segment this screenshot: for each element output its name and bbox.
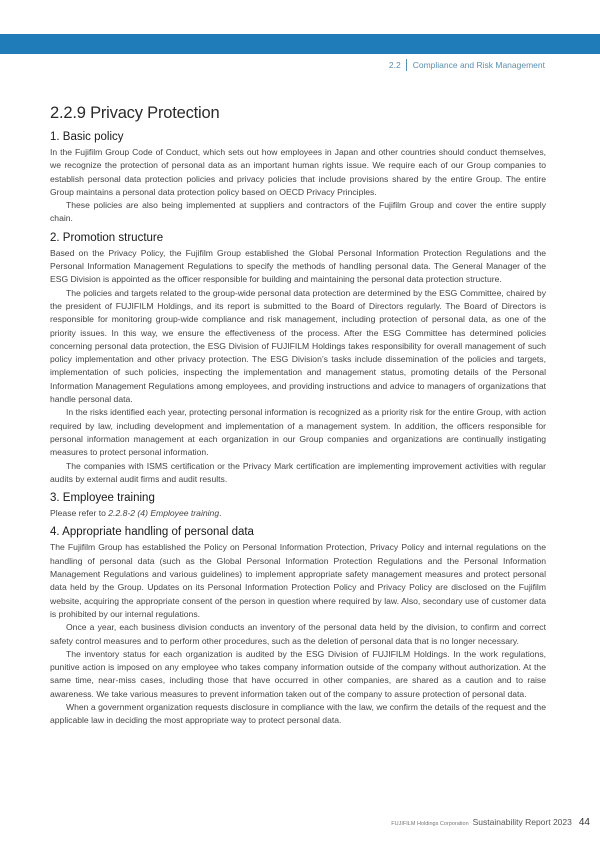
page-footer bbox=[391, 817, 590, 828]
section-basic-policy bbox=[50, 131, 546, 226]
section-employee-training bbox=[50, 492, 546, 520]
section-handling-personal-data bbox=[50, 526, 546, 727]
page-content bbox=[50, 104, 546, 734]
section-heading: 1. Basic policy bbox=[50, 131, 124, 143]
reference-prefix: Please refer to bbox=[50, 508, 109, 519]
page-number: 44 bbox=[578, 817, 590, 828]
footer-corporation: FUJIFILM Holdings Corporation bbox=[391, 821, 469, 827]
paragraph: In the Fujifilm Group Code of Conduct, which sets out how employees in Japan and other countries should conduct themselves, we recognize the protection of personal data as an important human rights issue. We require each of our Group companies to establish personal data protection policies and privacy policies that include provisions shared by the entire Group. The entire Group maintains a personal data protection policy based on OECD Privacy Principles. bbox=[50, 147, 546, 197]
header-color-bar bbox=[0, 34, 600, 54]
section-heading: 2. Promotion structure bbox=[50, 231, 164, 244]
running-header bbox=[389, 59, 545, 71]
reference-suffix: . bbox=[219, 508, 222, 519]
section-heading: 4. Appropriate handling of personal data bbox=[50, 526, 254, 539]
page-title: 2.2.9 Privacy Protection bbox=[50, 104, 220, 122]
section-heading: 3. Employee training bbox=[50, 492, 155, 505]
reference-paragraph bbox=[50, 507, 546, 520]
header-divider bbox=[406, 59, 407, 71]
cross-reference-link[interactable]: 2.2.8-2 (4) Employee training bbox=[108, 508, 220, 519]
section-promotion-structure bbox=[50, 232, 546, 486]
paragraph: The inventory status for each organization is audited by the ESG Division of FUJIFILM Holdings. In the work regulations, punitive action is imposed on any employee who takes company information outside of the company without authorization. At the same time, near-miss cases, including those that have occurred in other companies, are shared as a caution and to raise awareness. We take various measures to prevent information taken out of the company to assure protection of personal data. bbox=[50, 648, 546, 699]
paragraph: The policies and targets related to the group-wide personal data protection are determined by the ESG Committee, chaired by the president of FUJIFILM Holdings, and its report is submitted to the Board of Directors regularly. The Board of Directors is responsible for monitoring group-wide compliance and risk management, including protection of personal data, as one of the priority issues. In this way, we ensure the effectiveness of the process. After the ESG Committee has determined policies concerning personal data protection, the ESG Division of FUJIFILM Holdings takes responsibility for overall management of such policy implementation and other privacy protection. The ESG Division’s tasks include dissemination of the policies and targets, implementation of such policies, inspecting the implementation and management status, promoting details of the Personal Information Management Regulations among employees, and providing instructions and advice to managers of organizations that handle personal data. bbox=[50, 287, 546, 405]
paragraph: These policies are also being implemented at suppliers and contractors of the Fujifilm Group and cover the entire supply chain. bbox=[50, 200, 546, 224]
section-number: 2.2 bbox=[388, 60, 401, 70]
paragraph: Once a year, each business division conducts an inventory of the personal data held by the division, to confirm and correct safety control measures and to perform other procedures, such as the deletion of personal data that is no longer necessary. bbox=[50, 622, 546, 646]
paragraph: Based on the Privacy Policy, the Fujifilm Group established the Global Personal Information Protection Regulations and the Personal Information Management Regulations to specify the methods of handling personal data. The General Manager of the ESG Division is appointed as the officer responsible for building and maintaining the personal data protection structure. bbox=[50, 247, 546, 285]
footer-report-title: Sustainability Report 2023 bbox=[472, 817, 572, 827]
paragraph: When a government organization requests disclosure in compliance with the law, we confirm the details of the request and the applicable law in deciding the most appropriate way to protect personal data. bbox=[50, 701, 546, 726]
paragraph: In the risks identified each year, protecting personal information is recognized as a priority risk for the entire Group, with action required by law, including development and implementation of a management system. In addition, the officers responsible for personal information management at each organization in our Group companies and organizations are continually instigating measures to protect personal information. bbox=[50, 407, 546, 458]
section-title: Compliance and Risk Management bbox=[412, 60, 545, 70]
paragraph: The companies with ISMS certification or the Privacy Mark certification are implementing improvement activities with regular audits by external audit firms and audit results. bbox=[50, 460, 546, 484]
paragraph: The Fujifilm Group has established the Policy on Personal Information Protection, Privacy Policy and internal regulations on the handling of personal data (such as the Global Personal Information Protection Regulations and the Personal Information Management Regulations and various guidelines) to implement appropriate safety management measures and protect personal data held by the Group. Updates on its Personal Information Protection Policy and Privacy Policy are disclosed on the Fujifilm website, acquiring the appropriate consent of the person in question where required by law. Also, secondary use of customer data is prohibited by our internal regulations. bbox=[50, 542, 546, 619]
